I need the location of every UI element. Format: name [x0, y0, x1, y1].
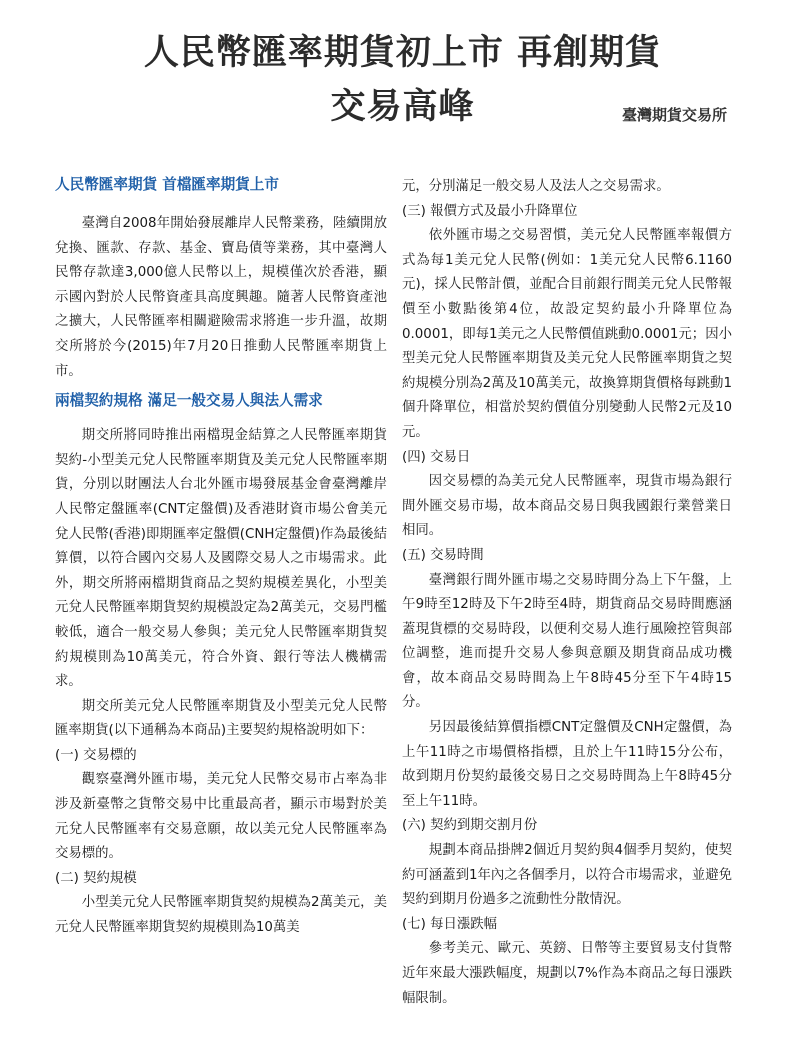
- article-title-line1: 人民幣匯率期貨初上市 再創期貨: [143, 33, 662, 73]
- paragraph-intro: 臺灣自2008年開始發展離岸人民幣業務，陸續開放兌換、匯款、存款、基金、寶島債等業務，其中臺灣人民幣存款達3,000億人民幣以上，規模僅次於香港，顯示國內對於人民幣資產具高度興趣。隨著人民幣資產池之擴大，人民幣匯率相關避險需求將進一步升溫，故期交所將於今(2015)年7月20日推動人民幣匯率期貨上市。: [55, 216, 387, 379]
- paragraph-trading-hours: 臺灣銀行間外匯市場之交易時間分為上下午盤，上午9時至12時及下午2時至4時，期貨商品交易時間應涵蓋現貨標的交易時段，以便利交易人進行風險控管與部位調整，進而提升交易人參與意願及期貨商品成功機會，故本商品交易時間為上午8時45分至下午4時15分。: [402, 572, 732, 711]
- paragraph-tick-size: 依外匯市場之交易習慣，美元兌人民幣匯率報價方式為每1美元兌人民幣(例如：1美元兌人民幣6.1160元)，採人民幣計價，並配合目前銀行間美元兌人民幣報價至小數點後第4位，故設定契約最小升降單位為0.0001，即每1美元之人民幣價值跳動0.0001元；因小型美元兌人民幣匯率期貨及美元兌人民幣匯率期貨之契約規模分別為2萬及10萬美元，故換算期貨價格每跳動1個升降單位，相當於契約價值分別變動人民幣2元及10元。: [402, 228, 732, 440]
- paragraph-underlying: 觀察臺灣外匯市場，美元兌人民幣交易市占率為非涉及新臺幣之貨幣交易中比重最高者，顯示市場對於美元兌人民幣匯率有交易意願，故以美元兌人民幣匯率為交易標的。: [55, 772, 387, 862]
- section-heading-specs: 兩檔契約規格 滿足一般交易人與法人需求: [55, 392, 323, 410]
- publisher-name: 臺灣期貨交易所: [621, 106, 727, 124]
- left-column: [55, 172, 387, 941]
- subheading-daily-limit: (七) 每日漲跌幅: [402, 916, 498, 932]
- paragraph-last-trading-hours: 另因最後結算價指標CNT定盤價及CNH定盤價，為上午11時之市場價格指標，且於上午11時15分公布，故到期月份契約最後交易日之交易時間為上午8時45分至上午11時。: [402, 720, 732, 809]
- subheading-contract-size: (二) 契約規模: [55, 870, 137, 886]
- right-column: [402, 175, 732, 1011]
- paragraph-contract-size-cont: 元，分別滿足一般交易人及法人之交易需求。: [402, 179, 670, 194]
- paragraph-delivery-months: 規劃本商品掛牌2個近月契約與4個季月契約，使契約可涵蓋到1年內之各個季月，以符合市場需求，並避免契約到期月份過多之流動性分散情況。: [402, 843, 732, 908]
- paragraph-contract-size: 小型美元兌人民幣匯率期貨契約規模為2萬美元，美元兌人民幣匯率期貨契約規模則為10萬美: [55, 895, 387, 936]
- paragraph-daily-limit: 參考美元、歐元、英鎊、日幣等主要貿易支付貨幣近年來最大漲跌幅度，規劃以7%作為本商品之每日漲跌幅限制。: [402, 941, 732, 1006]
- subheading-trading-hours: (五) 交易時間: [402, 547, 484, 563]
- subheading-underlying: (一) 交易標的: [55, 747, 137, 763]
- paragraph-spec-intro: 期交所美元兌人民幣匯率期貨及小型美元兌人民幣匯率期貨(以下通稱為本商品)主要契約規格說明如下：: [55, 698, 387, 739]
- subheading-tick-size: (三) 報價方式及最小升降單位: [402, 203, 578, 219]
- section-heading-launch: 人民幣匯率期貨 首檔匯率期貨上市: [55, 176, 279, 193]
- article-title-line2: 交易高峰: [330, 87, 475, 127]
- subheading-trading-day: (四) 交易日: [402, 449, 471, 465]
- subheading-delivery-months: (六) 契約到期交割月份: [402, 818, 538, 834]
- paragraph-two-contracts: 期交所將同時推出兩檔現金結算之人民幣匯率期貨契約-小型美元兌人民幣匯率期貨及美元兌人民幣匯率期貨，分別以財團法人台北外匯市場發展基金會臺灣離岸人民幣定盤匯率(CNT定盤價)及香港財資市場公會美元兌人民幣(香港)即期匯率定盤價(CNH定盤價)作為最後結算價，以符合國內交易人及國際交易人之市場需求。此外，期交所將兩檔期貨商品之契約規模差異化，小型美元兌人民幣匯率期貨契約規模設定為2萬美元，交易門檻較低，適合一般交易人參與；美元兌人民幣匯率期貨契約規模則為10萬美元，符合外資、銀行等法人機構需求。: [55, 428, 387, 690]
- paragraph-trading-day: 因交易標的為美元兌人民幣匯率，現貨市場為銀行間外匯交易市場，故本商品交易日與我國銀行業營業日相同。: [402, 474, 732, 539]
